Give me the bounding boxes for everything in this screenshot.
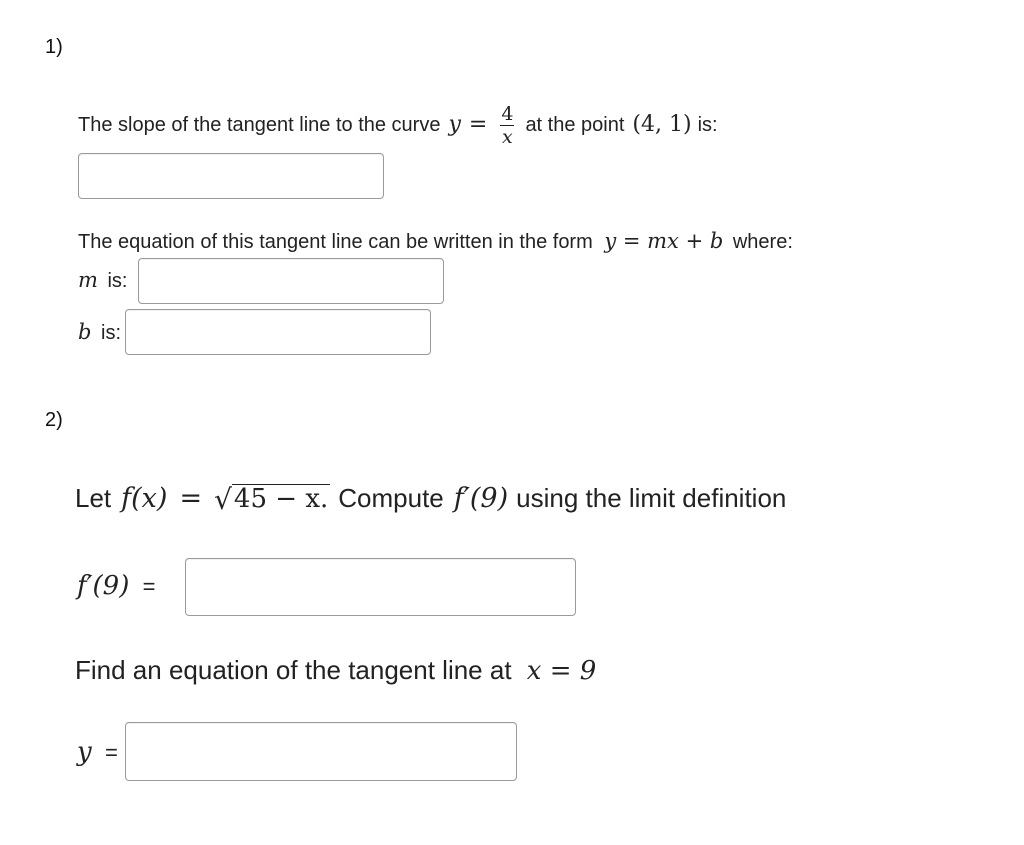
question-2-number: 2) bbox=[45, 409, 63, 431]
y-eq-sign: = bbox=[104, 740, 118, 765]
slope-prompt-after: at the point bbox=[525, 114, 625, 136]
equation-prompt-text: The equation of this tangent line can be written in the form bbox=[78, 231, 593, 253]
derivative-expression: f′(9) bbox=[453, 483, 509, 514]
equation-prompt bbox=[78, 231, 793, 252]
function-prompt bbox=[75, 484, 786, 514]
b-answer-input[interactable] bbox=[125, 309, 431, 355]
point-coordinates: (4, 1) bbox=[632, 112, 692, 137]
curve-numerator: 4 bbox=[501, 102, 514, 125]
curve-lhs: y bbox=[448, 112, 461, 137]
y-label bbox=[77, 738, 118, 765]
m-answer-input[interactable] bbox=[138, 258, 444, 304]
function-equals: = bbox=[179, 483, 203, 514]
equation-prompt-end: where: bbox=[732, 231, 793, 253]
let-word: Let bbox=[75, 483, 112, 513]
x-condition: x = 9 bbox=[526, 656, 597, 686]
b-is-label: is: bbox=[101, 322, 122, 344]
m-label bbox=[78, 270, 127, 291]
curve-fraction bbox=[499, 103, 515, 148]
compute-end: using the limit definition bbox=[516, 483, 787, 513]
form-expression: y = mx + b bbox=[604, 229, 724, 253]
derivative-answer-input[interactable] bbox=[185, 558, 576, 616]
slope-answer-input[interactable] bbox=[78, 153, 384, 199]
compute-word: Compute bbox=[338, 483, 444, 513]
sqrt-symbol: √ bbox=[214, 483, 232, 516]
slope-prompt bbox=[78, 95, 718, 155]
m-is-label: is: bbox=[107, 270, 128, 292]
question-1-number: 1) bbox=[45, 36, 63, 58]
tangent-prompt-text: Find an equation of the tangent line at bbox=[75, 655, 512, 685]
curve-equals: = bbox=[468, 112, 488, 137]
tangent-prompt bbox=[75, 657, 596, 684]
y-variable: y bbox=[77, 737, 92, 767]
m-variable: m bbox=[78, 268, 98, 292]
b-variable: b bbox=[78, 320, 92, 344]
slope-prompt-end: is: bbox=[697, 114, 718, 136]
b-label bbox=[78, 322, 121, 343]
radicand: 45 − x. bbox=[233, 484, 329, 514]
tangent-answer-input[interactable] bbox=[125, 722, 517, 781]
derivative-eq-sign: = bbox=[142, 574, 156, 599]
curve-denominator: x bbox=[502, 125, 513, 148]
function-lhs: f(x) bbox=[121, 483, 168, 514]
square-root bbox=[214, 484, 330, 514]
derivative-label-expr: f′(9) bbox=[77, 571, 130, 601]
derivative-label bbox=[77, 572, 155, 599]
slope-prompt-text: The slope of the tangent line to the curve bbox=[78, 114, 441, 136]
